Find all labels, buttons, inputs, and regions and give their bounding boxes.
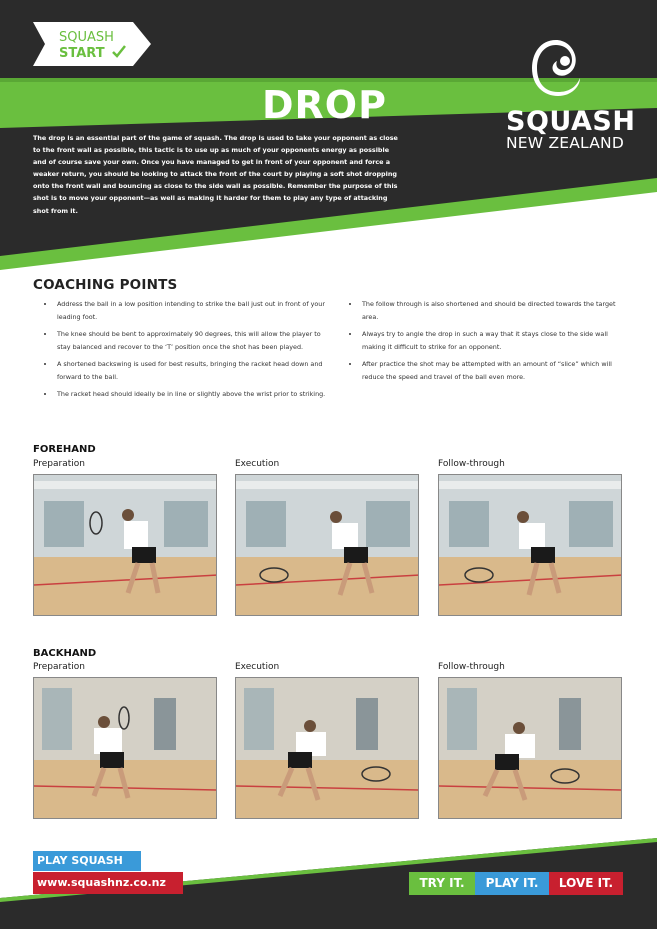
backhand-caption-preparation: Preparation — [33, 662, 85, 672]
squash-nz-logo-icon — [528, 36, 584, 100]
logo-sub-text: NEW ZEALAND — [506, 134, 624, 152]
tag-try-it: TRY IT. — [409, 872, 475, 895]
tag-play-it: PLAY IT. — [475, 872, 549, 895]
backhand-caption-execution: Execution — [235, 662, 280, 672]
backhand-follow-through-photo — [438, 677, 622, 819]
intro-paragraph: The drop is an essential part of the game of squash. The drop is used to take your opponent as close to the front wall as possible, this tactic is to use up as much of your opponents energy as possible and of course save your own. Once you have managed to get in front of your opponent and force a weaker return, you should be looking to attack the front of the court by playing a soft shot dropping onto the front wall and bouncing as close to the side wall as possible. Remember the purpose of this shot is to move your opponent—as well as making it harder for them to play any type of attacking shot from it. — [33, 134, 398, 215]
forehand-preparation-photo — [33, 474, 217, 616]
forehand-caption-preparation: Preparation — [33, 459, 85, 469]
coaching-point: • The racket head should ideally be in line or slightly above the wrist prior to striking. — [55, 388, 328, 401]
play-squash-banner: PLAY SQUASH — [33, 851, 141, 871]
tag-love-it: LOVE IT. — [549, 872, 623, 895]
coaching-points-right — [338, 298, 630, 388]
backhand-label: BACKHAND — [33, 648, 97, 659]
backhand-preparation-photo — [33, 677, 217, 819]
squash-start-badge — [33, 22, 151, 66]
badge-line2: START — [59, 46, 105, 61]
coaching-points-left — [33, 298, 328, 406]
backhand-execution-photo — [235, 677, 419, 819]
coaching-point: • The follow through is also shortened and should be directed towards the target area. — [360, 298, 630, 323]
coaching-point: • Always try to angle the drop in such a way that it stays close to the side wall making it difficult to strike for an opponent. — [360, 328, 630, 353]
forehand-caption-follow-through: Follow-through — [438, 459, 505, 469]
backhand-caption-follow-through: Follow-through — [438, 662, 505, 672]
coaching-points-heading: COACHING POINTS — [33, 277, 178, 293]
forehand-execution-photo — [235, 474, 419, 616]
coaching-point: • Address the ball in a low position intending to strike the ball just out in front of your leading foot. — [55, 298, 328, 323]
website-link[interactable]: www.squashnz.co.nz — [33, 872, 183, 894]
coaching-point: • A shortened backswing is used for best results, bringing the racket head down and forward to the ball. — [55, 358, 328, 383]
logo-main-text: SQUASH — [506, 106, 636, 137]
forehand-follow-through-photo — [438, 474, 622, 616]
squash-nz-logo-text — [506, 108, 635, 152]
coaching-point: • After practice the shot may be attempted with an amount of “slice” which will reduce the speed and travel of the ball even more. — [360, 358, 630, 383]
page-title: DROP — [262, 83, 387, 127]
coaching-point: • The knee should be bent to approximately 90 degrees, this will allow the player to stay balanced and recover to the ‘T’ position once the shot has been played. — [55, 328, 328, 353]
forehand-caption-execution: Execution — [235, 459, 280, 469]
forehand-label: FOREHAND — [33, 444, 96, 455]
badge-line1: SQUASH — [59, 30, 114, 45]
